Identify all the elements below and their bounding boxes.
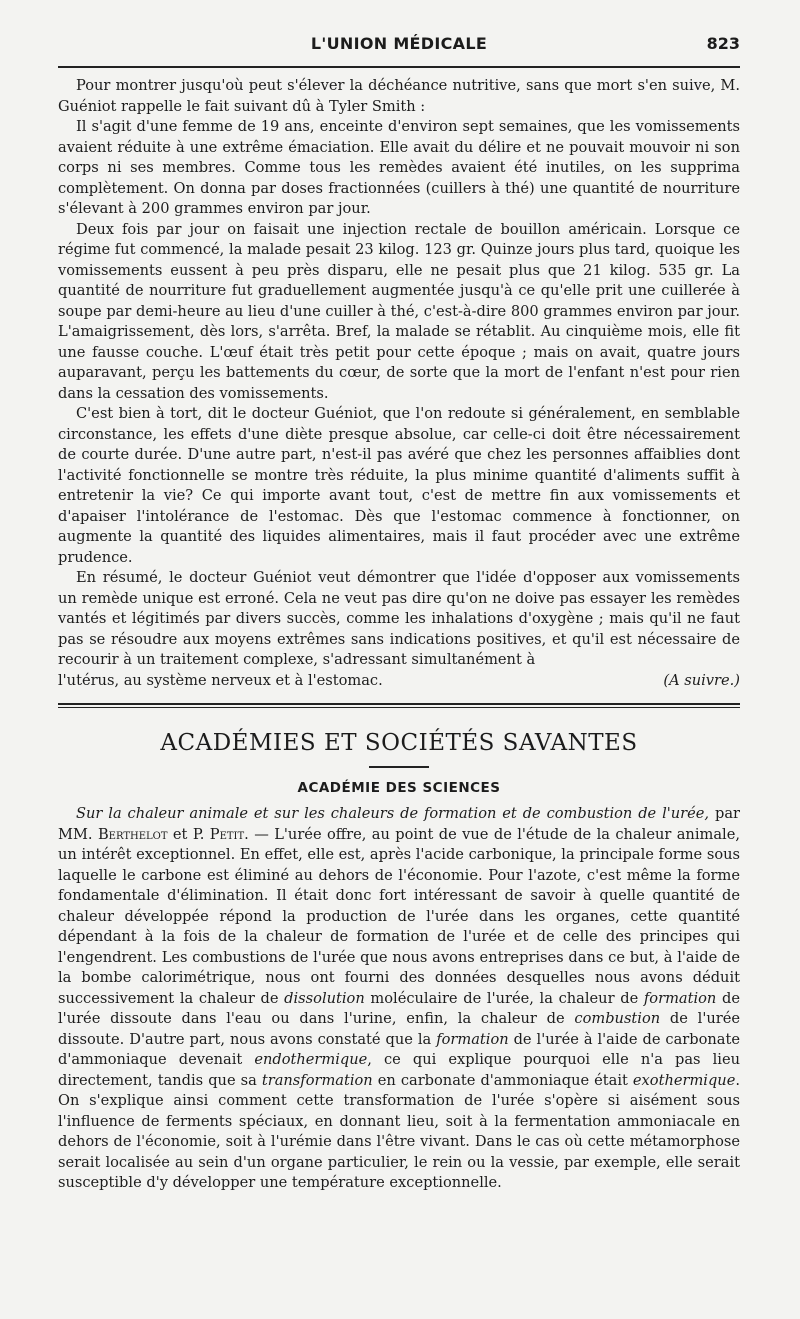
section-divider bbox=[58, 703, 740, 708]
emphasis-text: endothermique bbox=[254, 1051, 368, 1068]
header-rule bbox=[58, 66, 740, 68]
paragraph: C'est bien à tort, dit le docteur Guéniot, que l'on redoute si généralement, en semblable circonstance, les effets d'une diète presque absolue, car celle-ci doit être nécessairement de courte durée. D'une autre part, n'est-il pas avéré que chez les personnes affaiblies dont l'activité fonctionnelle se montre très réduite, la plus minime quantité d'aliments suffit à entretenir la vie? Ce qui importe avant tout, c'est de mettre fin aux vomissements et d'apaiser l'intolérance de l'estomac. Dès que l'estomac commence à fonctionner, on augmente la quantité des liquides alimentaires, mais il faut procéder avec une extrême prudence. bbox=[58, 405, 740, 566]
paragraph: En résumé, le docteur Guéniot veut démontrer que l'idée d'opposer aux vomissements un remède unique est erroné. Cela ne veut pas dire qu'on ne doive pas essayer les remèdes vantés et légitimés par divers succès, comme les inhalations d'oxygène ; mais qu'il ne faut pas se résoudre aux moyens extrêmes sans indications positives, et qu'il est nécessaire de recourir à un traitement complexe, s'adressant simultanément à bbox=[58, 569, 740, 668]
emphasis-text: formation bbox=[436, 1030, 509, 1048]
subsection-title: ACADÉMIE DES SCIENCES bbox=[297, 780, 501, 796]
author-name: Berthelot bbox=[97, 825, 168, 843]
paragraph: Il s'agit d'une femme de 19 ans, enceinte d'environ sept semaines, que les vomissements avaient réduite à une extrême émaciation. Elle avait du délire et ne pouvait mouvoir ni son corps ni ses membres. Comme tous les remèdes avaient été inutiles, on les supprima complètement. On donna par doses fractionnées (cuillers à thé) une quantité de nourriture s'élevant à 200 grammes environ par jour. bbox=[58, 118, 740, 217]
emphasis-text: exothermique bbox=[632, 1071, 736, 1089]
body-text: . — L'urée offre, au point de vue de l'étude de la chaleur animale, un intérêt exceptionnel. En effet, elle est, après l'acide carbonique, la principale forme sous laquelle le carbone est éliminé au dehors de l'économie. Pour l'azote, c'est même la forme fondamentale d'élimination. Il était donc fort intéressant de savoir à quelle quantité de chaleur développée répond la production de l'urée dans les organes, cette quantité dépendant à la fois de la chaleur de formation de l'urée et de celle des principes qui l'engendrent. Les combustions de l'urée que nous avons entreprises dans ce but, à l'aide de la bombe calorimétrique, nous ont fourni des données desquelles nous avons déduit successivement la chaleur de bbox=[58, 825, 740, 1007]
article-title: Sur la chaleur animale et sur les chaleurs de formation et de combustion de l'urée, bbox=[76, 805, 710, 822]
emphasis-text: transformation bbox=[261, 1071, 373, 1089]
section-title: ACADÉMIES ET SOCIÉTÉS SAVANTES bbox=[160, 730, 638, 756]
body-text: de l'urée dissoute. D'autre part, nous avons constaté que la bbox=[58, 1010, 740, 1048]
title-rule bbox=[369, 766, 429, 768]
running-title: L'UNION MÉDICALE bbox=[310, 34, 488, 53]
body-text: de l'urée dissoute dans l'eau ou dans l'urine, enfin, la chaleur de bbox=[58, 989, 740, 1027]
body-text: , ce qui explique pourquoi elle n'a pas lieu directement, tandis que sa bbox=[58, 1051, 741, 1089]
continued-note: (A suivre.) bbox=[663, 671, 740, 689]
paragraph: Deux fois par jour on faisait une injection rectale de bouillon américain. Lorsque ce régime fut commencé, la malade pesait 23 kilog. 123 gr. Quinze jours plus tard, quoique les vomissements eussent à peu près disparu, elle ne pesait plus que 21 kilog. 535 gr. La quantité de nourriture fut graduellement augmentée jusqu'à ce qu'elle prit une cuillerée à soupe par demi-heure au lieu d'une cuiller à thé, c'est-à-dire 800 grammes environ par jour. L'amaigrissement, dès lors, s'arrêta. Bref, la malade se rétablit. Au cinquième mois, elle fit une fausse couche. L'œuf était très petit pour cette époque ; mais on avait, quatre jours auparavant, perçu les battements du cœur, de sorte que la mort de l'enfant n'est pour rien dans la cessation des vomissements. bbox=[58, 220, 740, 402]
byline-text: par MM. bbox=[58, 805, 740, 843]
body-text: en carbonate d'ammoniaque était bbox=[372, 1071, 633, 1089]
article-berthelot bbox=[58, 804, 740, 1194]
body-text: . On s'explique ainsi comment cette transformation de l'urée s'opère si aisément sous l'influence de ferments spéciaux, en donnant lieu, soit à la fermentation ammoniacale en dehors de l'économie, soit à l'urémie dans l'être vivant. Dans le cas où cette métamorphose serait localisée au sein d'un organe particulier, le rein ou la vessie, par exemple, elle serait susceptible d'y développer une température exceptionnelle. bbox=[58, 1071, 740, 1191]
closing-text: l'utérus, au système nerveux et à l'estomac. bbox=[58, 671, 383, 689]
author-name: Petit bbox=[209, 825, 245, 843]
byline-text: et P. bbox=[167, 825, 210, 843]
journal-page bbox=[58, 30, 740, 1194]
emphasis-text: dissolution bbox=[284, 989, 365, 1007]
article-closing-line bbox=[58, 671, 740, 692]
body-text: de l'urée à l'aide de carbonate d'ammoniaque devenait bbox=[58, 1030, 740, 1068]
running-header bbox=[58, 30, 740, 66]
page-number: 823 bbox=[706, 34, 740, 53]
emphasis-text: combustion bbox=[574, 1010, 661, 1027]
body-text: moléculaire de l'urée, la chaleur de bbox=[364, 989, 644, 1007]
article-gueniot bbox=[58, 76, 740, 691]
paragraph: Pour montrer jusqu'où peut s'élever la déchéance nutritive, sans que mort s'en suive, M. Guéniot rappelle le fait suivant dû à Tyler Smith : bbox=[58, 77, 740, 115]
emphasis-text: formation bbox=[643, 989, 717, 1007]
